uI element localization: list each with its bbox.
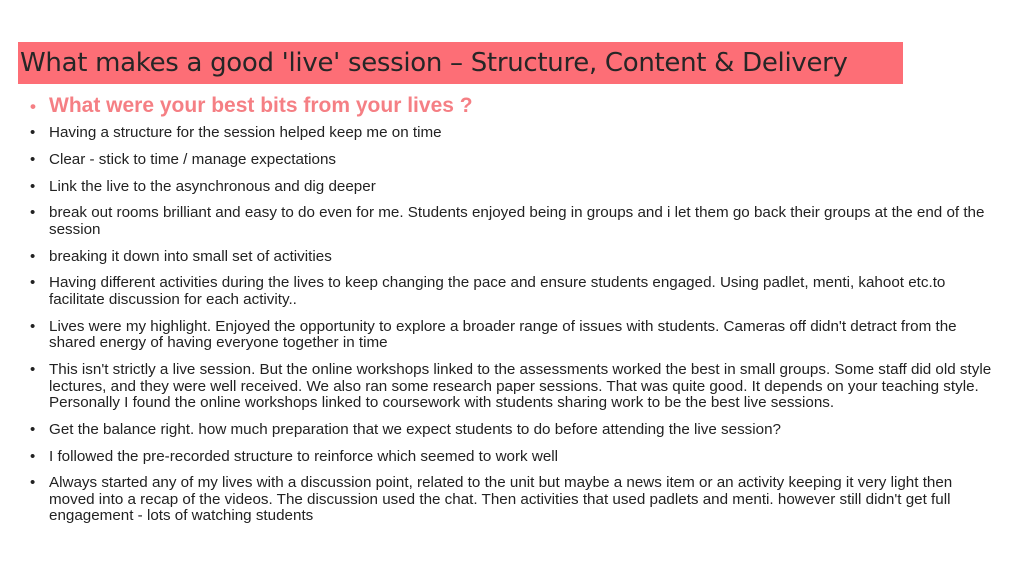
slide-title: What makes a good 'live' session – Structure, Content & Delivery	[20, 48, 848, 78]
bullet-icon: •	[30, 247, 36, 265]
list-item-text: Lives were my highlight. Enjoyed the opportunity to explore a broader range of issues with students. Cameras off didn't detract from the shared energy of having everyone together in time	[49, 317, 957, 352]
list-item-text: Having different activities during the lives to keep changing the pace and ensure students engaged. Using padlet, menti, kahoot etc.to facilitate discussion for each activity..	[49, 274, 946, 308]
title-highlight	[18, 42, 903, 84]
heading-text: What were your best bits from your lives ?	[49, 94, 473, 117]
list-item	[30, 449, 1002, 466]
bullet-icon: •	[30, 474, 36, 492]
list-item	[30, 422, 1002, 439]
list-item-text: This isn't strictly a live session. But the online workshops linked to the assessments worked the best in small groups. Some staff did old style lectures, and they were well received. We also ran some research paper sessions. That was quite good. It depends on your teaching style. Personally I found the online workshops linked to coursework with students sharing work to be the best live sessions.	[49, 361, 992, 412]
list-item-text: breaking it down into small set of activities	[49, 247, 332, 265]
list-item	[30, 249, 1002, 266]
bullet-icon: •	[30, 274, 36, 292]
list-item	[30, 179, 1002, 196]
list-item	[30, 475, 1002, 525]
list-item-text: Link the live to the asynchronous and dig deeper	[49, 177, 376, 195]
list-item	[30, 319, 1002, 352]
bullet-icon: •	[30, 420, 36, 438]
bullet-icon: •	[30, 150, 36, 168]
bullet-icon: •	[30, 97, 36, 116]
bullet-icon: •	[30, 124, 36, 141]
bullet-icon: •	[30, 361, 36, 379]
list-item	[30, 362, 1002, 412]
bullet-icon: •	[30, 177, 36, 195]
list-item-text: Get the balance right. how much preparation that we expect students to do before attending the live session?	[49, 420, 781, 438]
bullet-icon: •	[30, 204, 36, 222]
list-item	[30, 152, 1002, 169]
list-item-text: Always started any of my lives with a discussion point, related to the unit but maybe a news item or an activity keeping it very light then moved into a recap of the videos. The discussion used the chat. Then activities that used padlets and menti. however still didn't get full engagement - lots of watching students	[49, 474, 953, 525]
list-item-text: break out rooms brilliant and easy to do even for me. Students enjoyed being in groups and i let them go back their groups at the end of the session	[49, 204, 985, 238]
list-item	[30, 205, 1002, 238]
list-item-text: Having a structure for the session helped keep me on time	[49, 124, 442, 141]
list-item-text: Clear - stick to time / manage expectations	[49, 150, 336, 168]
bullet-icon: •	[30, 317, 36, 335]
list-item-text: I followed the pre-recorded structure to reinforce which seemed to work well	[49, 447, 559, 465]
bullet-list	[30, 93, 1002, 535]
bullet-heading	[30, 93, 1002, 119]
bullet-icon: •	[30, 447, 36, 465]
list-item	[30, 275, 1002, 308]
list-item	[30, 125, 1002, 142]
